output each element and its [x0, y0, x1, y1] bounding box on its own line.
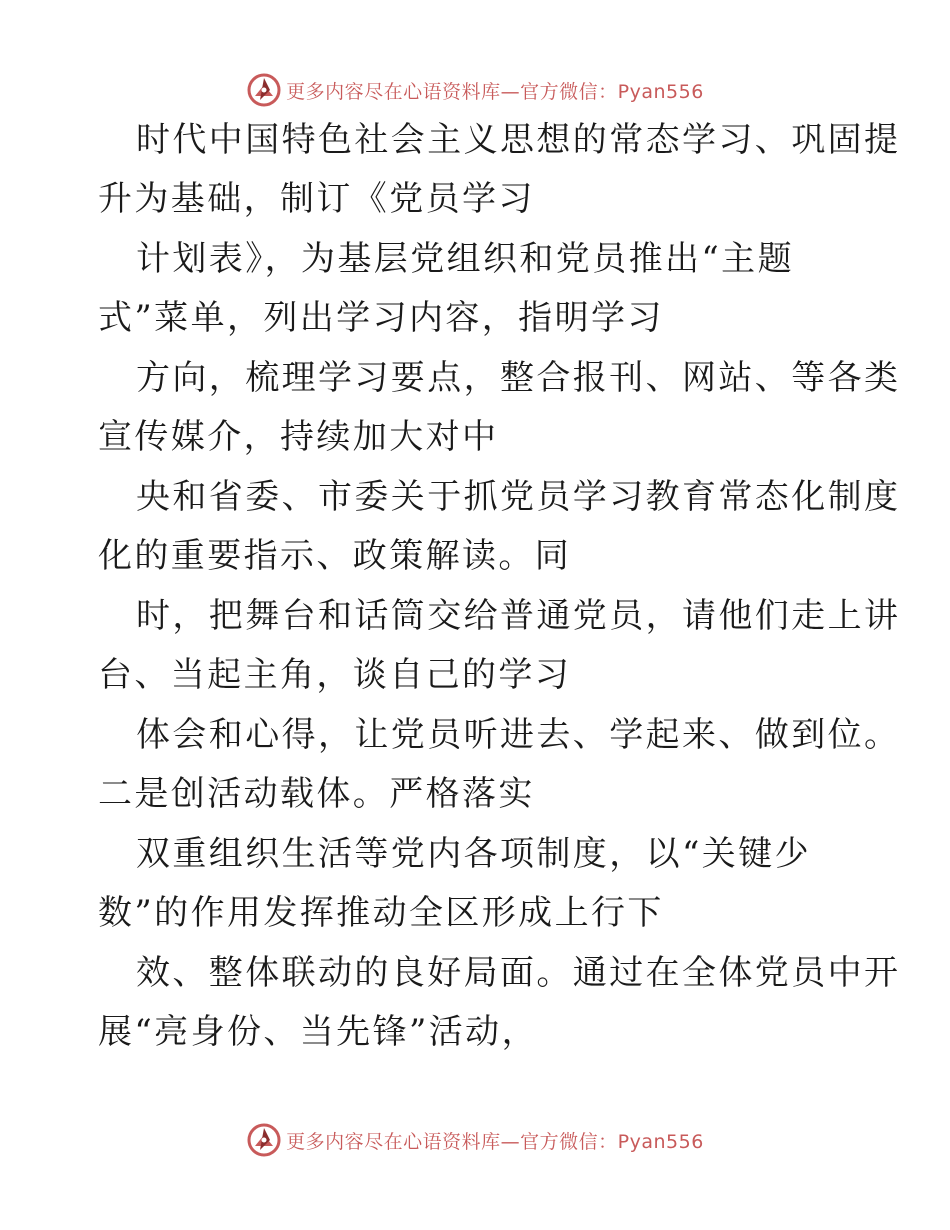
text-line: 式”菜单，列出学习内容，指明学习 — [98, 298, 664, 338]
text-line: 方向，梳理学习要点，整合报刊、网站、等各类 — [136, 358, 901, 398]
text-line: 时代中国特色社会主义思想的常态学习、巩固提 — [136, 120, 901, 160]
text-line: 双重组织生活等党内各项制度，以“关键少 — [136, 834, 811, 874]
header-banner — [0, 70, 950, 110]
text-line: 展“亮身份、当先锋”活动， — [98, 1012, 538, 1052]
text-line: 升为基础，制订《党员学习 — [98, 179, 535, 219]
text-line: 数”的作用发挥推动全区形成上行下 — [98, 893, 664, 933]
text-line: 效、整体联动的良好局面。通过在全体党员中开 — [136, 953, 901, 993]
header-banner-text: 更多内容尽在心语资料库—官方微信：Pyan556 — [286, 80, 704, 103]
book-quill-logo-icon — [246, 72, 282, 108]
text-line: 体会和心得，让党员听进去、学起来、做到位。 — [136, 715, 901, 755]
text-line: 时，把舞台和话筒交给普通党员，请他们走上讲 — [136, 596, 901, 636]
book-quill-logo-icon — [246, 1122, 282, 1158]
text-line: 宣传媒介，持续加大对中 — [98, 417, 499, 457]
footer-banner — [0, 1120, 950, 1160]
footer-banner-text: 更多内容尽在心语资料库—官方微信：Pyan556 — [286, 1130, 704, 1153]
text-line: 央和省委、市委关于抓党员学习教育常态化制度 — [136, 477, 901, 517]
text-line: 二是创活动载体。严格落实 — [98, 774, 535, 814]
text-line: 计划表》，为基层党组织和党员推出“主题 — [136, 239, 794, 279]
text-line: 化的重要指示、政策解读。同 — [98, 536, 572, 576]
text-line: 台、当起主角，谈自己的学习 — [98, 655, 572, 695]
